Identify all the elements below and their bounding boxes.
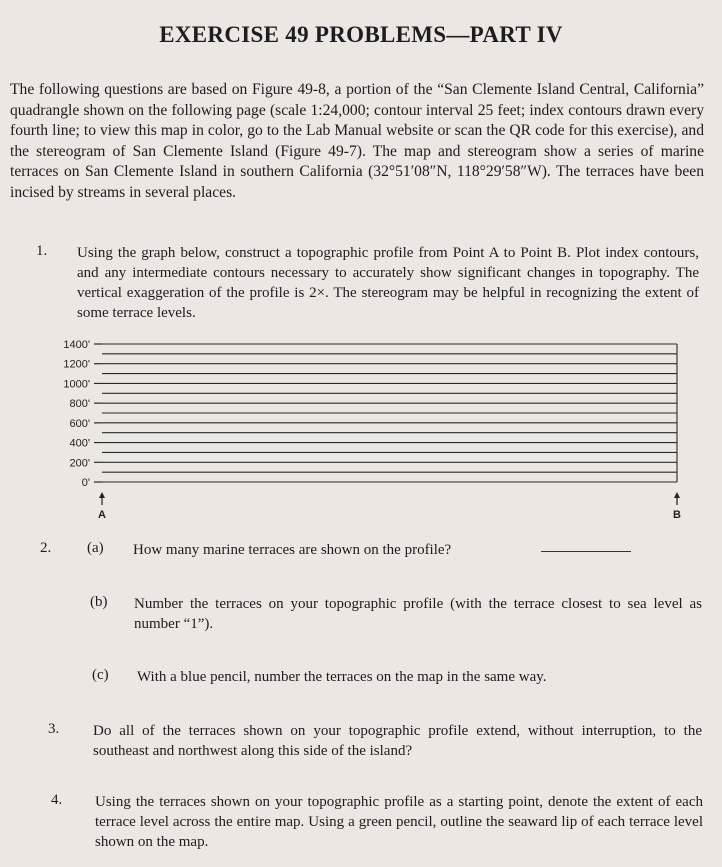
q4-text: Using the terraces shown on your topographic profile as a starting point, denote the extent of each terrace level across the entire map. Using a green pencil, outline the seaward lip of each terrace level shown on the map.	[95, 794, 703, 850]
y-tick-label: 0'	[81, 477, 90, 489]
q1-number: 1.	[36, 243, 48, 259]
y-tick-label: 1400'	[63, 339, 90, 351]
intro-paragraph: The following questions are based on Figure 49-8, a portion of the “San Clemente Island Central, California” quadrangle shown on the following page (scale 1:24,000; contour interval 25 feet; index contours drawn every fourth line; to view this map in color, go to the Lab Manual website or scan the QR code for this exercise), and the stereogram of San Clemente Island (Figure 49-7). The map and stereogram show a series of marine terraces on San Clemente Island in southern California (32°51′08″N, 118°29′58″W). The terraces have been incised by streams in several places.	[10, 81, 704, 201]
q4-number: 4.	[51, 792, 63, 808]
q2a-answer-blank[interactable]	[541, 551, 631, 552]
q2b-text: Number the terraces on your topographic profile (with the terrace closest to sea level as number “1”).	[134, 596, 702, 632]
page-title: EXERCISE 49 PROBLEMS—PART IV	[159, 22, 563, 47]
y-tick-label: 400'	[69, 437, 90, 450]
y-tick-label: 200'	[69, 457, 90, 470]
y-tick-label: 1000'	[63, 378, 90, 391]
q2-number: 2.	[40, 540, 52, 556]
q2a-text: How many marine terraces are shown on the profile?	[133, 542, 452, 558]
y-tick-label: 800'	[69, 398, 90, 411]
q3-text: Do all of the terraces shown on your topographic profile extend, without interruption, to the southeast and northwest along this side of the island?	[93, 723, 702, 759]
q2c-text: With a blue pencil, number the terraces on the map in the same way.	[137, 669, 547, 685]
q3-number: 3.	[48, 721, 60, 737]
profile-graph-svg	[40, 338, 700, 528]
y-tick-label: 1200'	[63, 358, 90, 371]
point-b-arrowhead	[674, 492, 680, 498]
y-tick-label: 600'	[69, 417, 90, 430]
point-a-label: A	[98, 509, 106, 521]
point-a-arrowhead	[99, 492, 105, 498]
q2a-label: (a)	[87, 540, 104, 556]
q1-text: Using the graph below, construct a topographic profile from Point A to Point B. Plot index contours, and any intermediate contours necessary to accurately show significant changes in topography. The vertical exaggeration of the profile is 2×. The stereogram may be helpful in recognizing the extent of some terrace levels.	[77, 245, 699, 321]
q2c-label: (c)	[92, 667, 109, 683]
profile-graph	[40, 338, 700, 528]
q2b-label: (b)	[90, 594, 108, 610]
point-b-label: B	[673, 509, 681, 521]
